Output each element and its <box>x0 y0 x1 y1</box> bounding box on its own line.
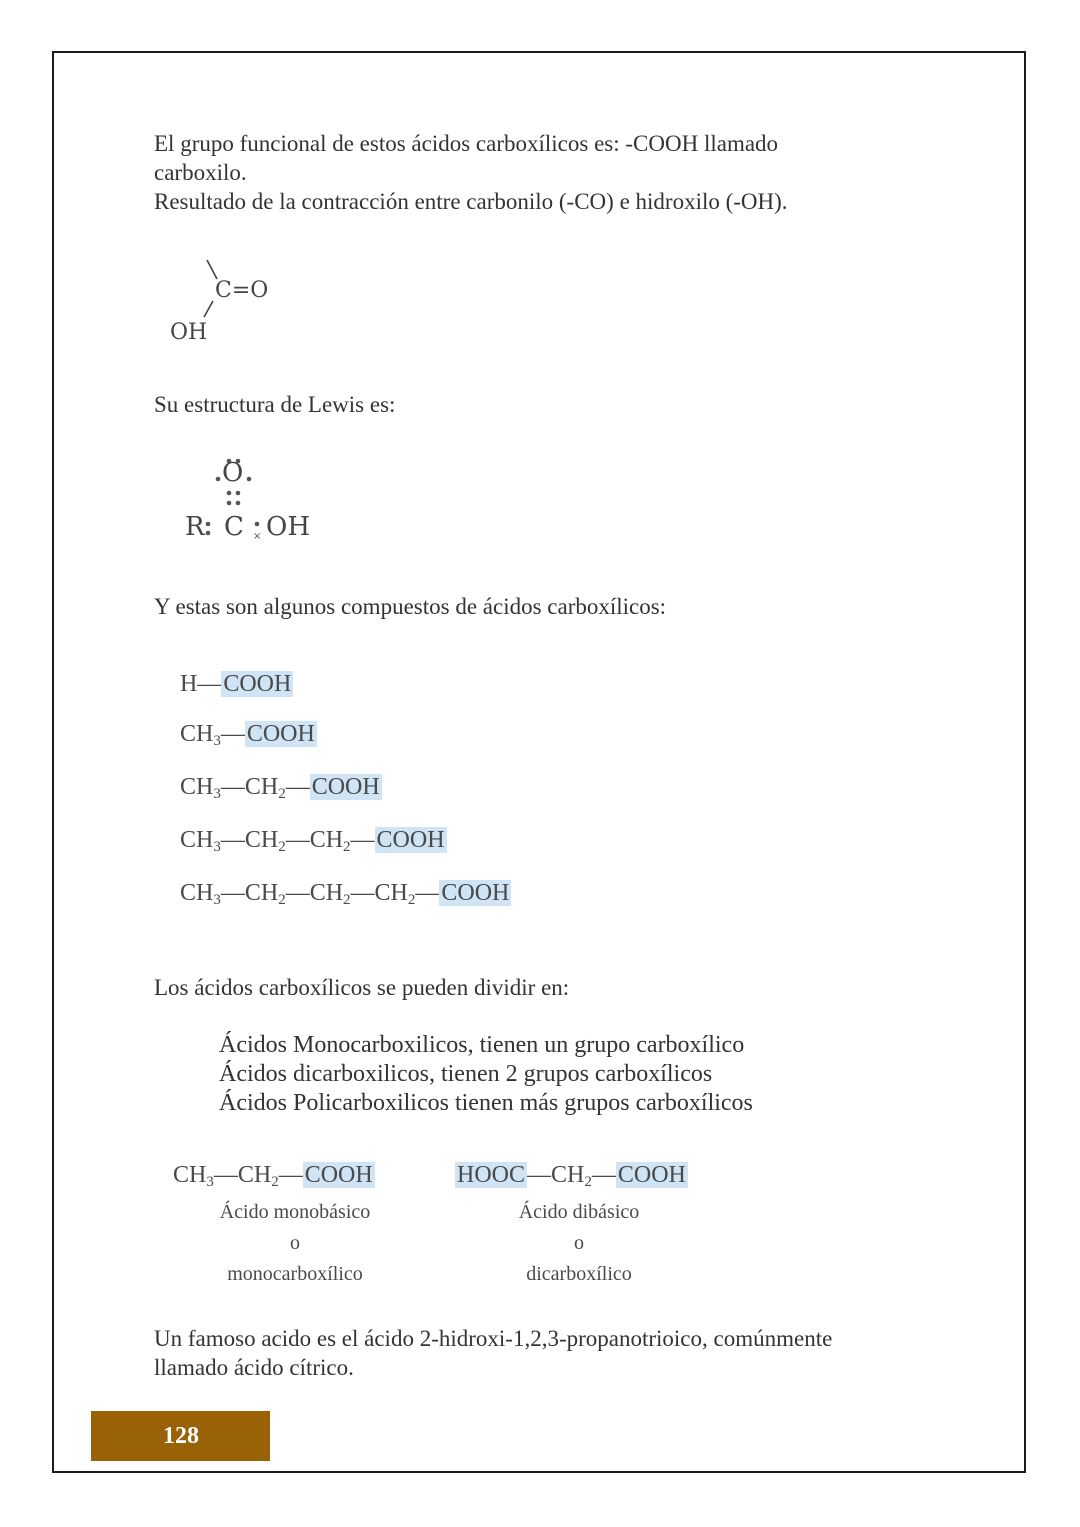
carbonyl-label: C=O <box>215 278 269 303</box>
cooh-highlight: COOH <box>441 880 510 906</box>
intro-line-2: carboxilo. <box>154 160 247 185</box>
division-list <box>219 1031 753 1118</box>
examples-heading <box>154 592 934 621</box>
monobasic-caption: Ácido monobásico o monocarboxílico <box>219 1201 371 1285</box>
division-heading-text: Los ácidos carboxílicos se pueden dividir en: <box>154 975 570 1000</box>
lewis-heading-text: Su estructura de Lewis es: <box>154 392 396 417</box>
division-heading <box>154 973 934 1002</box>
hooc-highlight: HOOC <box>457 1162 526 1188</box>
cooh-highlight: COOH <box>246 721 315 747</box>
intro-line-1: El grupo funcional de estos ácidos carboxílicos es: -COOH llamado <box>154 131 779 156</box>
cooh-highlight: COOH <box>376 827 445 853</box>
formula-butanoic: $CH_3—CH_2—CH_2—COOH$ <box>180 827 445 855</box>
formula-pentanoic: $CH_3—CH_2—CH_2—CH_2—COOH$ <box>180 880 510 908</box>
formula-dibasic: $HOOC—CH_2—COOH$ <box>457 1162 686 1190</box>
list-item: Ácidos Monocarboxilicos, tienen un grupo carboxílico <box>219 1032 745 1058</box>
formula-propanoic: $CH_3—CH_2—COOH$ <box>180 774 380 802</box>
list-item: Ácidos dicarboxilicos, tienen 2 grupos carboxílicos <box>219 1061 713 1087</box>
cooh-highlight: COOH <box>223 671 292 697</box>
intro-line-3: Resultado de la contracción entre carbonilo (-CO) e hidroxilo (-OH). <box>154 189 788 214</box>
lewis-oh: OH <box>266 512 310 542</box>
lewis-carbon: C <box>224 512 244 542</box>
intro-paragraph <box>154 129 934 216</box>
lewis-r: R <box>185 512 205 542</box>
citric-line-2: llamado ácido cítrico. <box>154 1355 354 1380</box>
page-number: 128 <box>91 1411 270 1461</box>
citric-paragraph <box>154 1324 934 1382</box>
lewis-heading <box>154 390 934 419</box>
cooh-highlight: COOH <box>304 1162 373 1188</box>
dibasic-caption: Ácido dibásico o dicarboxílico <box>518 1201 640 1285</box>
cooh-highlight: COOH <box>311 774 380 800</box>
hydroxyl-label: OH <box>170 320 208 345</box>
lewis-oxygen: O <box>222 458 244 488</box>
cooh-highlight: COOH <box>617 1162 686 1188</box>
list-item: Ácidos Policarboxilicos tienen más grupos carboxílicos <box>219 1090 753 1116</box>
svg-text:×: × <box>253 531 262 542</box>
citric-line-1: Un famoso acido es el ácido 2-hidroxi-1,2,3-propanotrioico, comúnmente <box>154 1326 833 1351</box>
examples-heading-text: Y estas son algunos compuestos de ácidos carboxílicos: <box>154 594 667 619</box>
formula-ethanoic: $CH_3—COOH$ <box>180 721 315 749</box>
formula-monobasic: $CH_3—CH_2—COOH$ <box>173 1162 373 1190</box>
formula-methanoic: H—COOH <box>180 671 292 697</box>
